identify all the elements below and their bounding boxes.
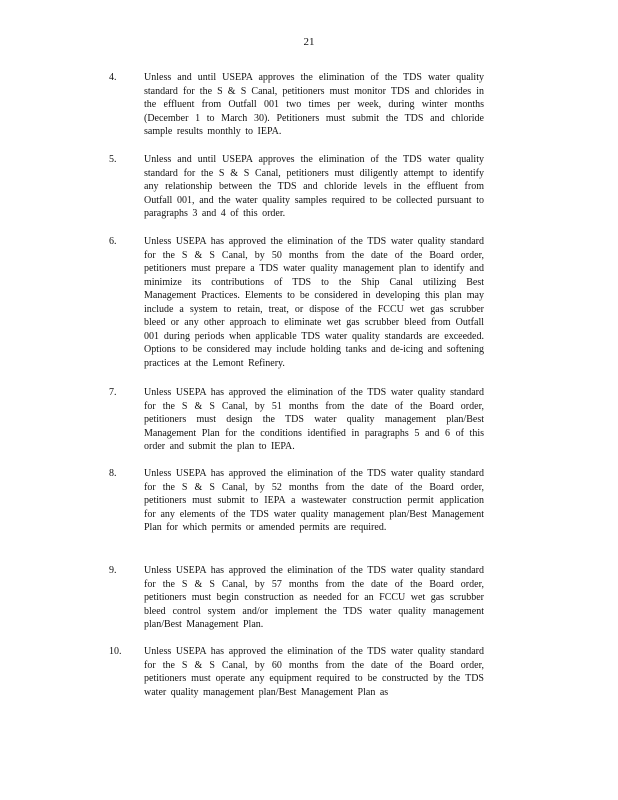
item-text: Unless and until USEPA approves the elimination of the TDS water quality standard for the S & S Canal, petitioners must monitor TDS and chlorides in the effluent from Outfall 001 two times per week, during winter months (December 1 to March 30). Petitioners must submit the TDS and chloride sample results monthly to IEPA.	[144, 72, 484, 138]
item-text: Unless USEPA has approved the elimination of the TDS water quality standard for the S & S Canal, by 52 months from the date of the Board order, petitioners must submit to IEPA a wastewater construction permit application for any elements of the TDS water quality management plan/Best Management Plan for which permits or amended permits are required.	[144, 468, 484, 534]
item-number: 10.	[109, 646, 122, 657]
item-text: Unless USEPA has approved the elimination of the TDS water quality standard for the S & S Canal, by 57 months from the date of the Board order, petitioners must begin construction as needed for an FCCU wet gas scrubber bleed control system and/or implement the TDS water quality management plan/Best Management Plan.	[144, 565, 484, 631]
item-number: 4.	[109, 72, 117, 83]
item-text: Unless USEPA has approved the elimination of the TDS water quality standard for the S & S Canal, by 51 months from the date of the Board order, petitioners must design the TDS water quality management plan/Best Management Plan for the conditions identified in paragraphs 5 and 6 of this order and submit the plan to IEPA.	[144, 387, 484, 453]
page-number: 21	[303, 36, 315, 48]
item-number: 6.	[109, 236, 117, 247]
item-number: 8.	[109, 468, 117, 479]
item-number: 5.	[109, 154, 117, 165]
item-text: Unless USEPA has approved the elimination of the TDS water quality standard for the S & S Canal, by 60 months from the date of the Board order, petitioners must operate any equipment required to be constructed by the TDS water quality management plan/Best Management Plan as	[144, 646, 484, 698]
item-text: Unless USEPA has approved the elimination of the TDS water quality standard for the S & S Canal, by 50 months from the date of the Board order, petitioners must prepare a TDS water quality management plan to identify and minimize its contributions of TDS to the Ship Canal utilizing Best Management Practices. Elements to be considered in developing this plan may include a system to retain, treat, or dispose of the FCCU wet gas scrubber bleed or any other approach to eliminate wet gas scrubber bleed from Outfall 001 during periods when applicable TDS water quality standards are exceeded. Options to be considered may include holding tanks and de-icing and softening practices at the Lemont Refinery.	[144, 236, 484, 369]
item-text: Unless and until USEPA approves the elimination of the TDS water quality standard for the S & S Canal, petitioners must diligently attempt to identify any relationship between the TDS and chloride levels in the effluent from Outfall 001, and the water quality samples required to be collected pursuant to paragraphs 3 and 4 of this order.	[144, 154, 484, 220]
item-number: 9.	[109, 565, 117, 576]
item-number: 7.	[109, 387, 117, 398]
